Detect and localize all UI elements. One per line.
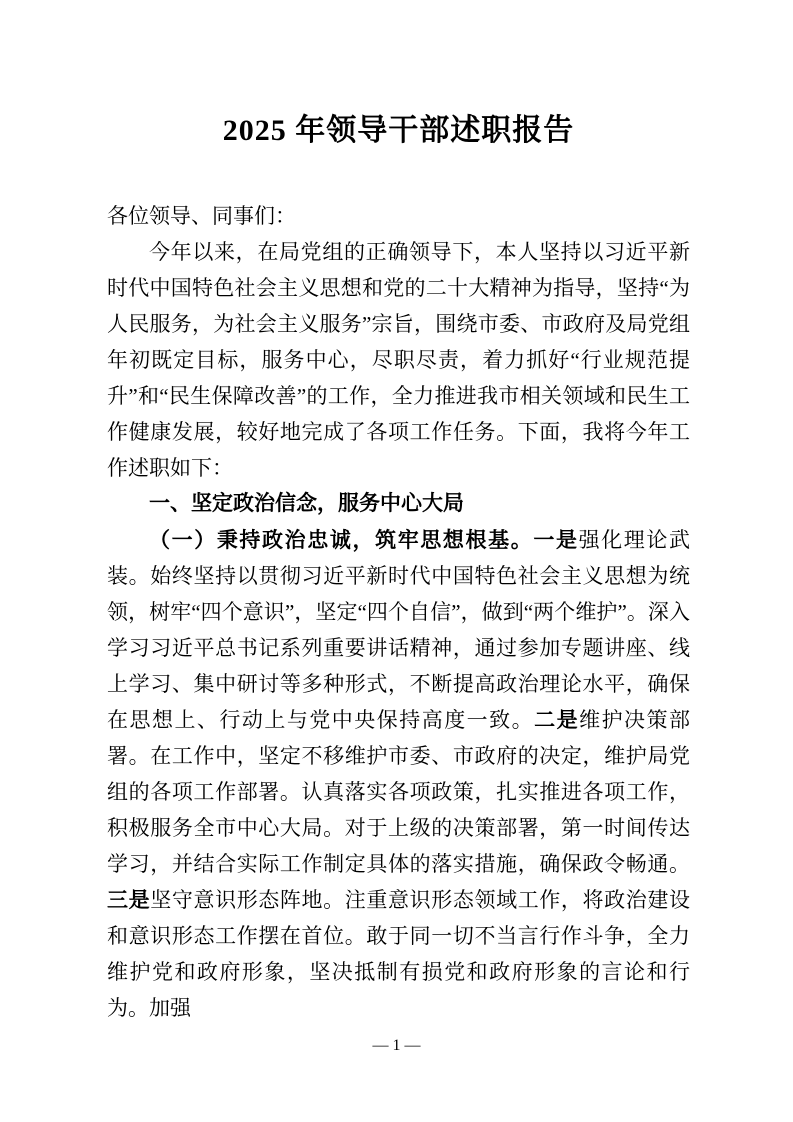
paragraph-run-subheading: （一）秉持政治忠诚，筑牢思想根基。 bbox=[149, 528, 534, 552]
paragraph-run-marker-second: 二是 bbox=[534, 708, 580, 732]
section-1-paragraph bbox=[107, 522, 690, 1026]
intro-paragraph: 今年以来，在局党组的正确领导下，本人坚持以习近平新时代中国特色社会主义思想和党的二十大精神为指导，坚持“为人民服务，为社会主义服务”宗旨，围绕市委、市政府及局党组年初既定目标，服务中心，尽职尽责，着力抓好“行业规范提升”和“民生保障改善”的工作，全力推进我市相关领域和民生工作健康发展，较好地完成了各项工作任务。下面，我将今年工作述职如下： bbox=[107, 240, 690, 480]
paragraph-run-text: 坚守意识形态阵地。注重意识形态领域工作，将政治建设和意识形态工作摆在首位。敢于同一切不当言行作斗争，全力维护党和政府形象，坚决抵制有损党和政府形象的言论和行为。加强 bbox=[107, 888, 691, 1020]
paragraph-run-text: 维护决策部署。在工作中，坚定不移维护市委、市政府的决定，维护局党组的各项工作部署。认真落实各项政策，扎实推进各项工作，积极服务全市中心大局。对于上级的决策部署，第一时间传达学习，并结合实际工作制定具体的落实措施，确保政令畅通。 bbox=[107, 708, 691, 876]
paragraph-run-marker-third: 三是 bbox=[107, 888, 151, 912]
paragraph-run-marker-first: 一是 bbox=[533, 528, 579, 552]
section-1-heading: 一、坚定政治信念，服务中心大局 bbox=[149, 492, 464, 515]
salutation: 各位领导、同事们： bbox=[107, 204, 296, 228]
document-title: 2025 年领导干部述职报告 bbox=[222, 114, 575, 147]
document-body bbox=[107, 198, 690, 1026]
page-number: — 1 — bbox=[372, 1037, 421, 1054]
document-page bbox=[107, 0, 690, 1122]
paragraph-run-text: 强化理论武装。始终坚持以贯彻习近平新时代中国特色社会主义思想为统领，树牢“四个意识”，坚定“四个自信”，做到“两个维护”。深入学习习近平总书记系列重要讲话精神，通过参加专题讲座、线上学习、集中研讨等多种形式，不断提高政治理论水平，确保在思想上、行动上与党中央保持高度一致。 bbox=[107, 528, 691, 732]
